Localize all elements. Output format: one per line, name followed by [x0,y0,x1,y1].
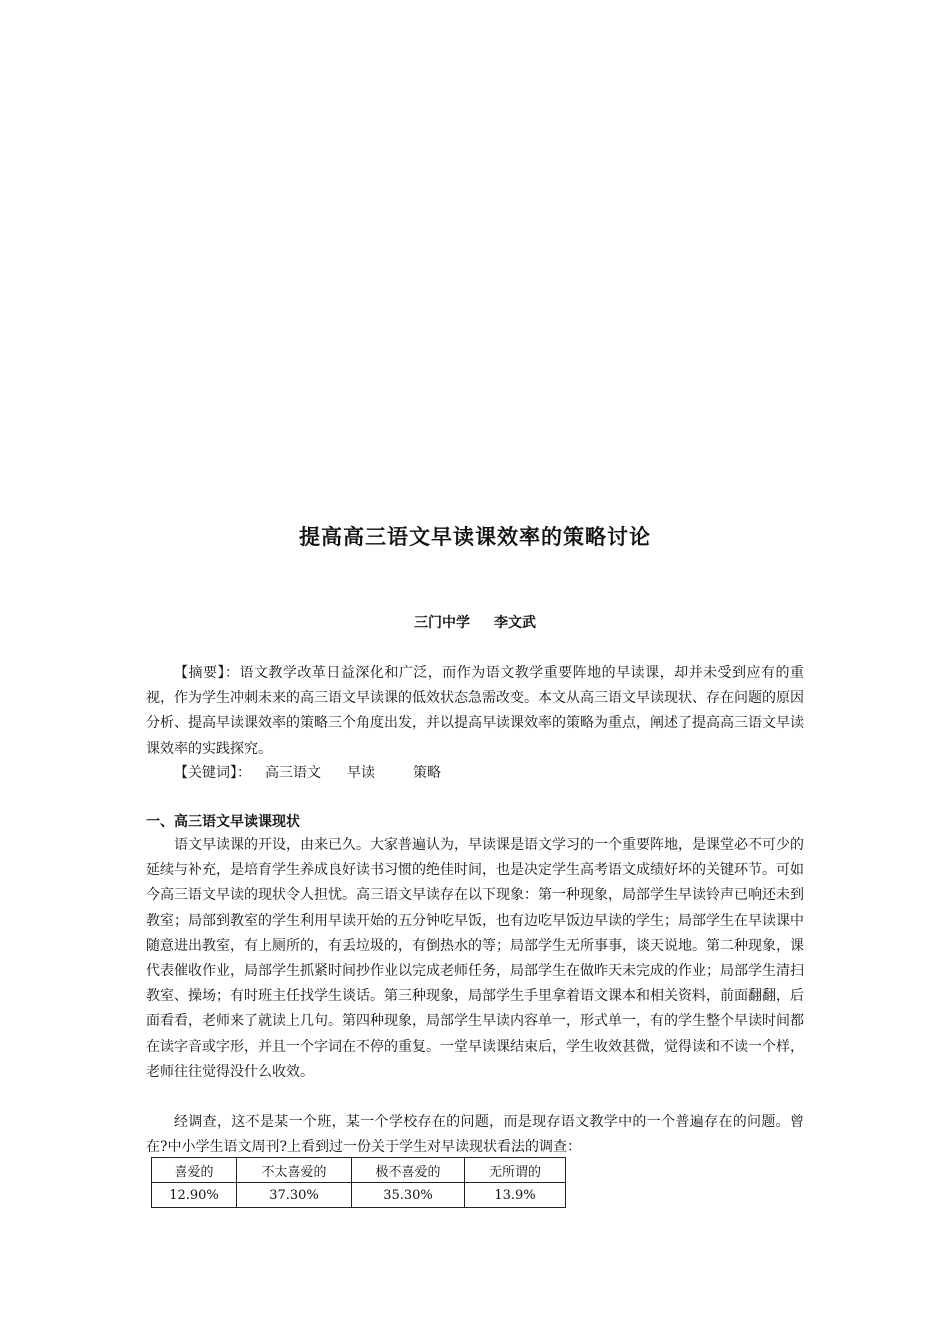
table-header-cell: 极不喜爱的 [352,1158,465,1183]
author-school: 三门中学 [414,615,470,631]
table-cell: 37.30% [237,1183,352,1208]
table-header-cell: 喜爱的 [152,1158,237,1183]
survey-table [151,1157,566,1208]
keyword-item: 高三语文 [265,765,321,781]
body-paragraph: 经调查，这不是某一个班，某一个学校存在的问题，而是现存语文教学中的一个普遍存在的问题。曾在?中小学生语文周刊?上看到过一份关于学生对早读现状看法的调查： [146,1114,804,1156]
author-name: 李文武 [494,615,536,631]
keywords-label: 【关键词】： [174,765,251,781]
table-row [152,1183,566,1208]
table-header-cell: 无所谓的 [465,1158,566,1183]
author-line [0,612,950,632]
body-paragraph: 语文早读课的开设，由来已久。大家普遍认为，早读课是语文学习的一个重要阵地，是课堂必不可少的延续与补充，是培育学生养成良好读书习惯的绝佳时间，也是决定学生高考语文成绩好坏的关键环节。可如今高三语文早读的现状令人担忧。高三语文早读存在以下现象：第一种现象，局部学生早读铃声已响还未到教室；局部到教室的学生利用早读开始的五分钟吃早饭，也有边吃早饭边早读的学生；局部学生在早读课中随意进出教室，有上厕所的，有丢垃圾的，有倒热水的等；局部学生无所事事，谈天说地。第二种现象，课代表催收作业，局部学生抓紧时间抄作业以完成老师任务，局部学生在做昨天未完成的作业；局部学生清扫教室、操场；有时班主任找学生谈话。第三种现象，局部学生手里拿着语文课本和相关资料，前面翻翻，后面看看，老师来了就读上几句。第四种现象，局部学生早读内容单一，形式单一，有的学生整个早读时间都在读字音或字形，并且一个字词在不停的重复。一堂早读课结束后，学生收效甚微，觉得读和不读一个样，老师往往觉得没什么收效。 [146,837,804,1080]
section-heading: 一、高三语文早读课现状 [146,814,300,830]
abstract-paragraph: 【摘要】：语文教学改革日益深化和广泛，而作为语文教学重要阵地的早读课，却并未受到应有的重视，作为学生冲刺未来的高三语文早读课的低效状态急需改变。本文从高三语文早读现状、存在问题的原因分析、提高早读课效率的策略三个角度出发，并以提高早读课效率的策略为重点，阐述了提高高三语文早读课效率的实践探究。 [146,665,804,757]
table-cell: 12.90% [152,1183,237,1208]
table-header-cell: 不太喜爱的 [237,1158,352,1183]
table-header-row [152,1158,566,1183]
document-title: 提高高三语文早读课效率的策略讨论 [299,525,651,549]
keyword-item: 早读 [347,765,375,781]
table-cell: 13.9% [465,1183,566,1208]
table-cell: 35.30% [352,1183,465,1208]
keyword-item: 策略 [413,765,441,781]
keywords-line [146,761,804,786]
